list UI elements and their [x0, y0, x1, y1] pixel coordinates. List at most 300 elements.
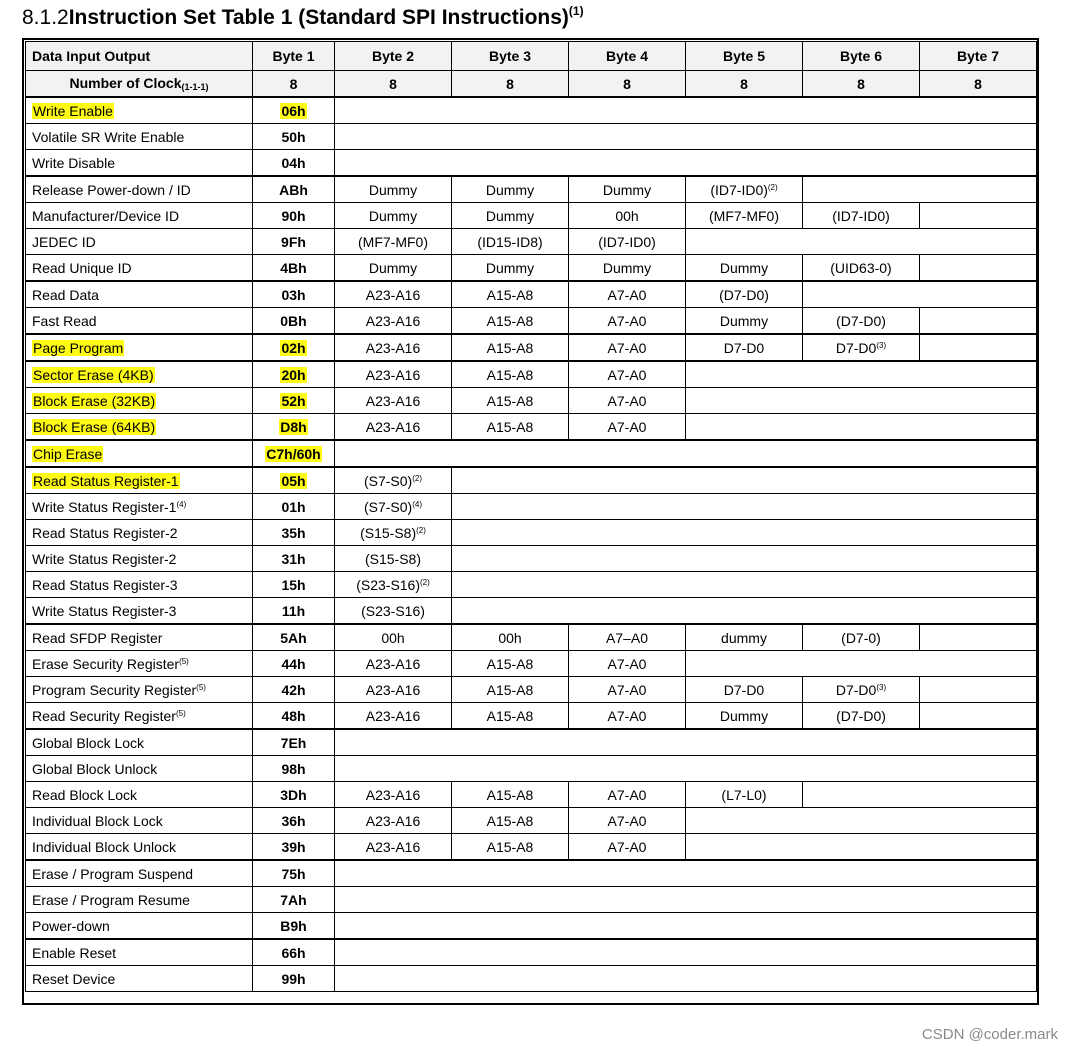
byte-cell — [335, 281, 452, 308]
opcode: 66h — [281, 944, 306, 961]
instruction-row — [26, 255, 1037, 282]
instruction-name-cell — [26, 494, 253, 520]
byte-value: Dummy — [485, 181, 535, 198]
byte-cell — [452, 651, 569, 677]
byte-value: A23-A16 — [365, 312, 421, 329]
byte-value: (S23-S16) — [361, 602, 425, 619]
byte-cell — [335, 782, 452, 808]
byte-value: (UID63-0) — [830, 259, 892, 276]
instruction-name: Volatile SR Write Enable — [32, 128, 185, 145]
byte-value: A23-A16 — [365, 655, 421, 672]
byte-value: A15-A8 — [486, 286, 534, 303]
byte-value: A15-A8 — [486, 838, 534, 855]
byte-cell — [452, 467, 1037, 494]
instruction-row — [26, 598, 1037, 625]
byte-value: Dummy — [602, 259, 652, 276]
byte-value: A15-A8 — [486, 707, 534, 724]
instruction-row — [26, 729, 1037, 756]
opcode: 02h — [281, 339, 306, 356]
byte-value: (S15-S8) — [364, 550, 422, 567]
instruction-name: Erase Security Register — [32, 655, 180, 672]
instruction-name: Write Status Register-1 — [32, 498, 177, 515]
byte-cell — [452, 520, 1037, 546]
byte-cell — [335, 520, 452, 546]
clock-value: 8 — [452, 71, 569, 98]
byte-cell — [335, 677, 452, 703]
instruction-row — [26, 388, 1037, 414]
byte-value: Dummy — [368, 259, 418, 276]
byte-value: A7-A0 — [607, 838, 647, 855]
opcode-cell — [253, 414, 335, 441]
byte-value: (L7-L0) — [721, 786, 767, 803]
instruction-name-cell — [26, 782, 253, 808]
instruction-row — [26, 887, 1037, 913]
byte-value: A23-A16 — [365, 812, 421, 829]
byte-cell — [335, 308, 452, 335]
instruction-name-cell — [26, 729, 253, 756]
clock-label-cell — [26, 71, 253, 98]
byte-cell — [452, 834, 569, 861]
byte-value: A23-A16 — [365, 681, 421, 698]
instruction-name-cell — [26, 572, 253, 598]
opcode: 42h — [281, 681, 306, 698]
byte-value: (ID7-ID0) — [832, 207, 890, 224]
instruction-name-cell — [26, 808, 253, 834]
byte-cell — [335, 229, 452, 255]
byte-cell — [803, 624, 920, 651]
byte-value: A23-A16 — [365, 366, 421, 383]
byte-value: A7-A0 — [607, 812, 647, 829]
opcode: 48h — [281, 707, 306, 724]
byte-value: 00h — [615, 207, 639, 224]
byte-cell — [335, 860, 1037, 887]
instruction-name-cell — [26, 388, 253, 414]
instruction-row — [26, 203, 1037, 229]
instruction-name: JEDEC ID — [32, 233, 96, 250]
byte-cell — [452, 703, 569, 730]
opcode-cell — [253, 860, 335, 887]
opcode-cell — [253, 255, 335, 282]
byte-cell — [803, 308, 920, 335]
byte-value: 00h — [381, 629, 405, 646]
opcode-cell — [253, 887, 335, 913]
byte-cell — [920, 334, 1037, 361]
byte-value: Dummy — [719, 707, 769, 724]
byte-cell — [452, 414, 569, 441]
byte-cell — [335, 467, 452, 494]
byte-cell — [569, 176, 686, 203]
instruction-row — [26, 860, 1037, 887]
byte-cell — [569, 255, 686, 282]
byte-cell — [686, 703, 803, 730]
instruction-row — [26, 520, 1037, 546]
byte-cell — [335, 414, 452, 441]
instruction-name-cell — [26, 414, 253, 441]
byte-cell — [452, 808, 569, 834]
instruction-name: Write Enable — [33, 102, 113, 119]
byte-footnote: (2) — [420, 577, 430, 587]
byte-value: A7-A0 — [607, 418, 647, 435]
opcode-cell — [253, 124, 335, 150]
byte-cell — [569, 808, 686, 834]
col-header: Byte 5 — [686, 42, 803, 71]
watermark: CSDN @coder.mark — [921, 1026, 1058, 1043]
byte-cell — [335, 150, 1037, 177]
instruction-name: Erase / Program Suspend — [32, 865, 194, 882]
byte-value: D7-D0 — [835, 339, 877, 356]
instruction-footnote: (5) — [175, 708, 186, 718]
col-header: Byte 7 — [920, 42, 1037, 71]
byte-cell — [335, 756, 1037, 782]
instruction-name: Block Erase (32KB) — [33, 392, 156, 409]
byte-cell — [920, 308, 1037, 335]
clock-mode: (1-1-1) — [181, 82, 209, 92]
section-title — [22, 6, 584, 30]
byte-cell — [569, 361, 686, 388]
clock-row — [26, 71, 1037, 98]
opcode-cell — [253, 361, 335, 388]
byte-cell — [686, 334, 803, 361]
instruction-name: Write Disable — [32, 154, 115, 171]
opcode-cell — [253, 176, 335, 203]
section-heading: Instruction Set Table 1 (Standard SPI Instructions) — [68, 6, 569, 29]
byte-footnote: (3) — [876, 340, 887, 350]
instruction-name: Individual Block Unlock — [32, 838, 176, 855]
opcode: 7Eh — [280, 734, 307, 751]
opcode: 4Bh — [280, 259, 307, 276]
opcode-cell — [253, 913, 335, 940]
opcode: 01h — [281, 498, 306, 515]
byte-cell — [686, 361, 1037, 388]
instruction-name: Write Status Register-2 — [32, 550, 177, 567]
byte-value: 00h — [498, 629, 522, 646]
opcode: 44h — [281, 655, 306, 672]
opcode: 36h — [281, 812, 306, 829]
byte-cell — [452, 624, 569, 651]
instruction-row — [26, 546, 1037, 572]
byte-value: (ID7-ID0) — [598, 233, 656, 250]
opcode-cell — [253, 808, 335, 834]
opcode-cell — [253, 97, 335, 124]
instruction-name-cell — [26, 97, 253, 124]
byte-cell — [335, 834, 452, 861]
section-number: 8.1.2 — [22, 6, 69, 29]
instruction-name-cell — [26, 887, 253, 913]
byte-value: A7-A0 — [607, 786, 647, 803]
opcode-cell — [253, 756, 335, 782]
byte-value: A7-A0 — [607, 286, 647, 303]
opcode: 75h — [281, 865, 306, 882]
instruction-name-cell — [26, 939, 253, 966]
instruction-name-cell — [26, 308, 253, 335]
instruction-footnote: (4) — [176, 499, 187, 509]
byte-value: (MF7-MF0) — [709, 207, 779, 224]
instruction-row — [26, 150, 1037, 177]
opcode: 50h — [281, 128, 306, 145]
opcode-cell — [253, 150, 335, 177]
byte-value: (D7-D0) — [836, 312, 886, 329]
clock-value: 8 — [335, 71, 452, 98]
byte-cell — [686, 229, 1037, 255]
byte-cell — [335, 887, 1037, 913]
opcode: 06h — [281, 102, 306, 119]
byte-value: D7-D0 — [835, 681, 877, 698]
instruction-name-cell — [26, 520, 253, 546]
byte-value: Dummy — [368, 207, 418, 224]
byte-cell — [335, 624, 452, 651]
instruction-row — [26, 281, 1037, 308]
byte-cell — [569, 651, 686, 677]
byte-footnote: (2) — [416, 525, 426, 535]
byte-cell — [686, 388, 1037, 414]
instruction-name-cell — [26, 255, 253, 282]
instruction-name-cell — [26, 203, 253, 229]
opcode-cell — [253, 598, 335, 625]
byte-cell — [452, 308, 569, 335]
instruction-name-cell — [26, 756, 253, 782]
opcode: 15h — [281, 576, 306, 593]
instruction-name: Release Power-down / ID — [32, 181, 191, 198]
byte-cell — [803, 281, 1037, 308]
opcode-cell — [253, 651, 335, 677]
instruction-row — [26, 939, 1037, 966]
instruction-row — [26, 308, 1037, 335]
byte-cell — [686, 255, 803, 282]
byte-value: (D7-D0) — [836, 707, 886, 724]
instruction-name-cell — [26, 966, 253, 992]
instruction-name: Read Data — [32, 286, 99, 303]
opcode: 99h — [281, 970, 306, 987]
byte-value: A7-A0 — [607, 707, 647, 724]
byte-value: A7-A0 — [607, 339, 647, 356]
byte-cell — [452, 255, 569, 282]
instruction-row — [26, 677, 1037, 703]
byte-value: A15-A8 — [486, 786, 534, 803]
instruction-name-cell — [26, 440, 253, 467]
byte-cell — [452, 203, 569, 229]
opcode: D8h — [280, 418, 307, 435]
instruction-row — [26, 703, 1037, 730]
byte-cell — [452, 598, 1037, 625]
opcode: ABh — [279, 181, 308, 198]
byte-value: A15-A8 — [486, 812, 534, 829]
byte-cell — [335, 913, 1037, 940]
clock-value: 8 — [686, 71, 803, 98]
byte-value: Dummy — [485, 207, 535, 224]
instruction-row — [26, 756, 1037, 782]
instruction-name-cell — [26, 361, 253, 388]
byte-cell — [803, 334, 920, 361]
byte-value: (MF7-MF0) — [358, 233, 428, 250]
byte-cell — [686, 281, 803, 308]
opcode-cell — [253, 494, 335, 520]
opcode-cell — [253, 281, 335, 308]
byte-cell — [335, 203, 452, 229]
opcode: 39h — [281, 838, 306, 855]
byte-cell — [686, 808, 1037, 834]
header-row — [26, 42, 1037, 71]
instruction-row — [26, 913, 1037, 940]
byte-value: A23-A16 — [365, 707, 421, 724]
byte-value: A23-A16 — [365, 286, 421, 303]
byte-value: A23-A16 — [365, 838, 421, 855]
col-header: Byte 3 — [452, 42, 569, 71]
instruction-rows — [26, 97, 1037, 992]
byte-value: dummy — [721, 629, 767, 646]
instruction-name: Read Status Register-3 — [32, 576, 178, 593]
col-header: Byte 1 — [253, 42, 335, 71]
opcode-cell — [253, 834, 335, 861]
instruction-row — [26, 124, 1037, 150]
instruction-row — [26, 334, 1037, 361]
instruction-name: Read Block Lock — [32, 786, 138, 803]
byte-cell — [335, 361, 452, 388]
instruction-name: Read SFDP Register — [32, 629, 163, 646]
byte-cell — [452, 572, 1037, 598]
byte-footnote: (2) — [412, 473, 422, 483]
opcode: 0Bh — [280, 312, 307, 329]
byte-value: A7-A0 — [607, 655, 647, 672]
opcode-cell — [253, 520, 335, 546]
byte-value: A15-A8 — [486, 681, 534, 698]
col-header: Data Input Output — [26, 42, 253, 71]
opcode: 3Dh — [280, 786, 307, 803]
opcode-cell — [253, 203, 335, 229]
instruction-row — [26, 414, 1037, 441]
byte-cell — [335, 494, 452, 520]
byte-cell — [335, 255, 452, 282]
byte-value: Dummy — [602, 181, 652, 198]
byte-cell — [920, 255, 1037, 282]
byte-cell — [569, 281, 686, 308]
opcode: C7h/60h — [266, 445, 321, 462]
title-footnote: (1) — [568, 4, 584, 18]
byte-cell — [569, 782, 686, 808]
byte-cell — [569, 203, 686, 229]
opcode-cell — [253, 388, 335, 414]
clock-value: 8 — [803, 71, 920, 98]
byte-value: Dummy — [368, 181, 418, 198]
instruction-name: Block Erase (64KB) — [33, 418, 156, 435]
instruction-row — [26, 494, 1037, 520]
byte-cell — [335, 939, 1037, 966]
byte-footnote: (2) — [767, 182, 778, 192]
instruction-name: Read Status Register-1 — [33, 472, 179, 489]
instruction-name-cell — [26, 124, 253, 150]
byte-cell — [335, 176, 452, 203]
byte-value: (ID7-ID0) — [710, 181, 768, 198]
instruction-name: Chip Erase — [33, 445, 103, 462]
instruction-row — [26, 782, 1037, 808]
byte-cell — [569, 308, 686, 335]
instruction-name: Global Block Lock — [32, 734, 145, 751]
instruction-name-cell — [26, 651, 253, 677]
opcode: 5Ah — [280, 629, 307, 646]
byte-cell — [686, 677, 803, 703]
opcode-cell — [253, 677, 335, 703]
byte-footnote: (3) — [876, 682, 887, 692]
byte-value: A23-A16 — [365, 786, 421, 803]
byte-value: A15-A8 — [486, 655, 534, 672]
byte-value: A7-A0 — [607, 681, 647, 698]
instruction-name-cell — [26, 598, 253, 625]
byte-cell — [335, 651, 452, 677]
byte-value: (D7-D0) — [719, 286, 769, 303]
byte-cell — [686, 308, 803, 335]
byte-value: A23-A16 — [365, 392, 421, 409]
instruction-name-cell — [26, 703, 253, 730]
instruction-name-cell — [26, 150, 253, 177]
byte-value: A7-A0 — [607, 312, 647, 329]
byte-cell — [686, 834, 1037, 861]
instruction-name: Individual Block Lock — [32, 812, 163, 829]
instruction-name-cell — [26, 467, 253, 494]
clock-value: 8 — [920, 71, 1037, 98]
instruction-row — [26, 834, 1037, 861]
byte-value: A15-A8 — [486, 312, 534, 329]
byte-value: (S23-S16) — [356, 576, 421, 593]
byte-value: A7-A0 — [607, 392, 647, 409]
byte-value: (S7-S0) — [363, 472, 413, 489]
byte-value: (S15-S8) — [360, 524, 417, 541]
byte-cell — [803, 782, 1037, 808]
byte-cell — [452, 388, 569, 414]
instruction-footnote: (5) — [179, 656, 189, 666]
instruction-row — [26, 440, 1037, 467]
byte-footnote: (4) — [412, 499, 422, 509]
opcode-cell — [253, 546, 335, 572]
instruction-table-frame — [22, 38, 1039, 1005]
byte-cell — [335, 334, 452, 361]
instruction-name: Fast Read — [32, 312, 97, 329]
opcode-cell — [253, 729, 335, 756]
clock-value: 8 — [569, 71, 686, 98]
byte-value: A15-A8 — [486, 366, 534, 383]
opcode-cell — [253, 703, 335, 730]
byte-value: A15-A8 — [486, 392, 534, 409]
opcode: 9Fh — [281, 233, 306, 250]
opcode: 03h — [281, 286, 306, 303]
col-header: Byte 6 — [803, 42, 920, 71]
byte-value: (ID15-ID8) — [477, 233, 543, 250]
byte-cell — [920, 703, 1037, 730]
instruction-name: Write Status Register-3 — [32, 602, 177, 619]
byte-value: A15-A8 — [486, 339, 534, 356]
byte-value: A15-A8 — [486, 418, 534, 435]
byte-value: D7-D0 — [723, 339, 765, 356]
byte-cell — [686, 414, 1037, 441]
byte-cell — [452, 176, 569, 203]
instruction-row — [26, 808, 1037, 834]
byte-value: (D7-0) — [841, 629, 881, 646]
byte-cell — [452, 281, 569, 308]
instruction-name-cell — [26, 860, 253, 887]
byte-cell — [569, 414, 686, 441]
instruction-name: Read Unique ID — [32, 259, 132, 276]
instruction-name-cell — [26, 281, 253, 308]
instruction-name: Reset Device — [32, 970, 116, 987]
instruction-row — [26, 467, 1037, 494]
byte-cell — [686, 651, 1037, 677]
byte-value: Dummy — [719, 259, 769, 276]
byte-cell — [335, 703, 452, 730]
byte-cell — [335, 572, 452, 598]
byte-cell — [569, 703, 686, 730]
byte-cell — [920, 203, 1037, 229]
byte-cell — [569, 834, 686, 861]
byte-cell — [569, 624, 686, 651]
opcode-cell — [253, 782, 335, 808]
